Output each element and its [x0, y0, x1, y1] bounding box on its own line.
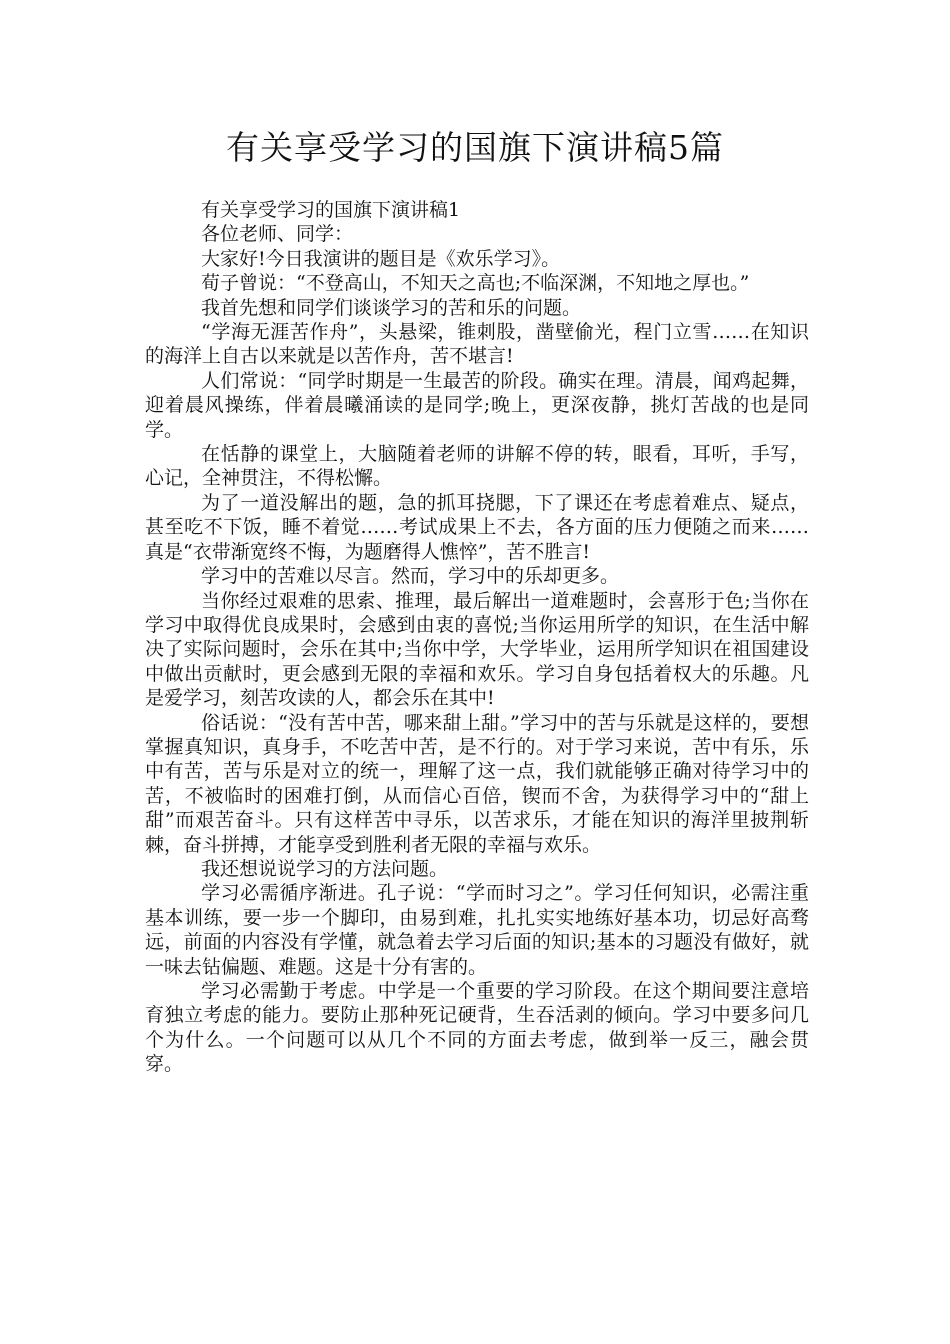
body-paragraph: 我首先想和同学们谈谈学习的苦和乐的问题。: [201, 296, 582, 319]
body-paragraph: “学海无涯苦作舟”，头悬梁，锥刺股，凿壁偷光，程门立雪……在知识的海洋上自古以来就是以苦作舟，苦不堪言!: [145, 321, 809, 368]
body-paragraph: 人们常说：“同学时期是一生最苦的阶段。确实在理。清晨，闻鸡起舞，迎着晨风操练，伴着晨曦涌读的是同学;晚上，更深夜静，挑灯苦战的也是同学。: [145, 369, 809, 441]
body-paragraph: 学习必需勤于考虑。中学是一个重要的学习阶段。在这个期间要注意培育独立考虑的能力。要防止那种死记硬背，生吞活剥的倾向。学习中要多问几个为什么。一个问题可以从几个不同的方面去考虑，做到举一反三，融会贯穿。: [145, 980, 809, 1076]
body-paragraph: 当你经过艰难的思索、推理，最后解出一道难题时，会喜形于色;当你在学习中取得优良成果时，会感到由衷的喜悦;当你运用所学的知识，在生活中解决了实际问题时，会乐在其中;当你中学，大学毕业，运用所学知识在祖国建设中做出贡献时，更会感到无限的幸福和欢乐。学习自身包括着权大的乐趣。凡是爱学习，刻苦攻读的人，都会乐在其中!: [145, 589, 809, 710]
body-paragraph: 在恬静的课堂上，大脑随着老师的讲解不停的转，眼看，耳听，手写，心记，全神贯注，不得松懈。: [145, 443, 809, 490]
body-paragraph: 学习中的苦难以尽言。然而，学习中的乐却更多。: [201, 565, 620, 588]
body-paragraph: 俗话说：“没有苦中苦，哪来甜上甜。”学习中的苦与乐就是这样的，要想掌握真知识，真身手，不吃苦中苦，是不行的。对于学习来说，苦中有乐，乐中有苦，苦与乐是对立的统一，理解了这一点，我们就能够正确对待学习中的苦，不被临时的困难打倒，从而信心百倍，锲而不舍，为获得学习中的“甜上甜”而艰苦奋斗。只有这样苦中寻乐，以苦求乐，才能在知识的海洋里披荆斩棘，奋斗拼搏，才能享受到胜利者无限的幸福与欢乐。: [145, 711, 809, 856]
body-paragraph: 荀子曾说：“不登高山，不知天之高也;不临深渊，不知地之厚也。”: [201, 272, 750, 295]
body-paragraph: 我还想说说学习的方法问题。: [201, 857, 449, 880]
document-title: 有关享受学习的国旗下演讲稿5篇: [226, 128, 724, 167]
body-paragraph: 学习必需循序渐进。孔子说：“学而时习之”。学习任何知识，必需注重基本训练，要一步一个脚印，由易到难，扎扎实实地练好基本功，切忌好高骛远，前面的内容没有学懂，就急着去学习后面的知识;基本的习题没有做好，就一味去钻偏题、难题。这是十分有害的。: [145, 882, 809, 978]
body-paragraph: 大家好!今日我演讲的题目是《欢乐学习》。: [201, 247, 561, 270]
salutation: 各位老师、同学：: [201, 223, 354, 246]
document-body: [145, 198, 809, 1077]
body-paragraph: 为了一道没解出的题，急的抓耳挠腮，下了课还在考虑着难点、疑点，甚至吃不下饭，睡不着觉……考试成果上不去，各方面的压力便随之而来……真是“衣带渐宽终不悔，为题磨得人憔悴”，苦不胜言!: [145, 491, 809, 563]
speech-heading: 有关享受学习的国旗下演讲稿1: [201, 199, 461, 221]
